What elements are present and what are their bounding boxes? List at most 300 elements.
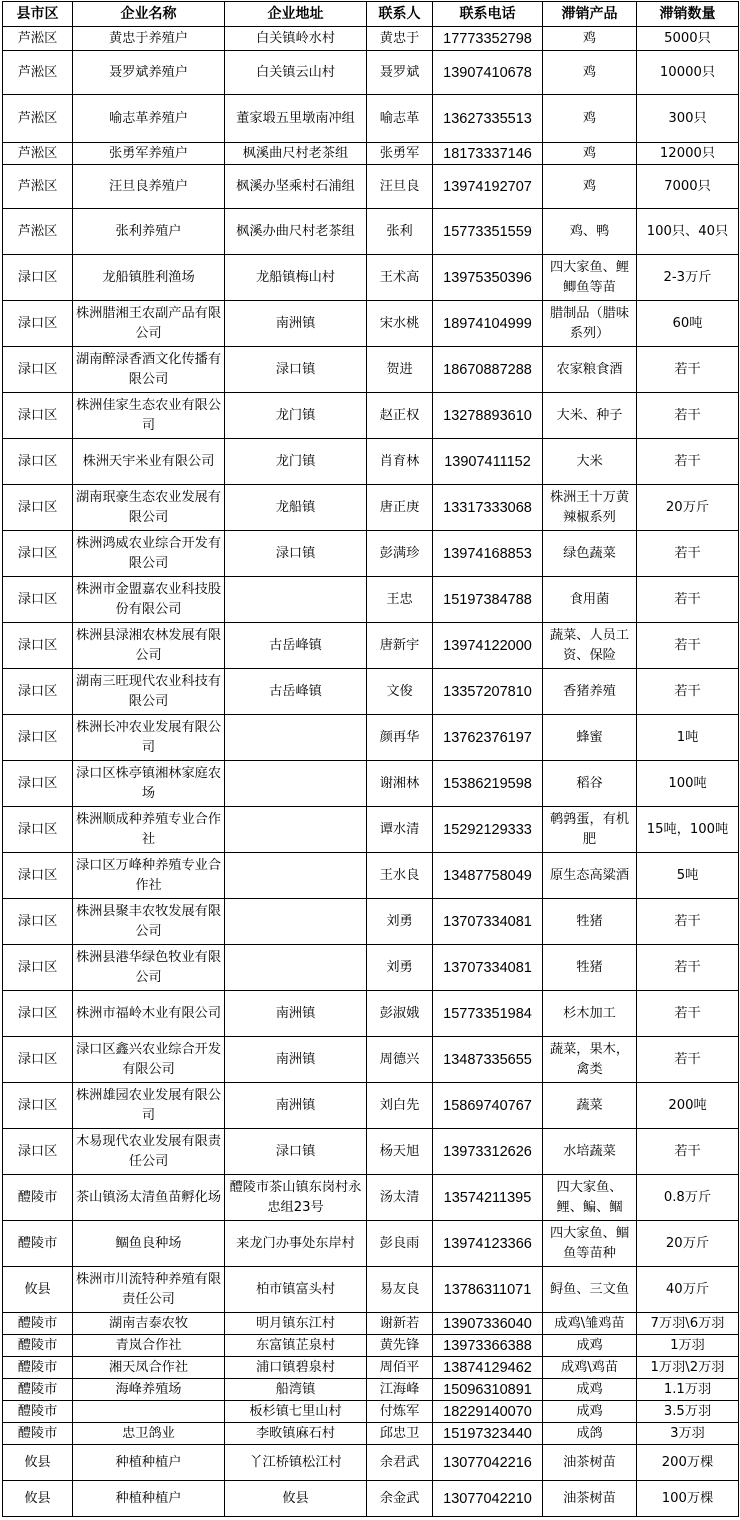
cell-company-address: 醴陵市茶山镇东岗村永忠组23号 bbox=[225, 1175, 367, 1221]
cell-product: 食用菌 bbox=[543, 577, 637, 623]
cell-product: 香猪养殖 bbox=[543, 669, 637, 715]
cell-phone: 13487335655 bbox=[433, 1037, 543, 1083]
cell-county: 渌口区 bbox=[3, 531, 73, 577]
cell-phone: 13907410678 bbox=[433, 51, 543, 95]
cell-product: 杉木加工 bbox=[543, 991, 637, 1037]
cell-company-address: 枫溪办曲尺村老茶组 bbox=[225, 209, 367, 255]
cell-quantity: 若干 bbox=[637, 1129, 739, 1175]
cell-phone: 13487758049 bbox=[433, 853, 543, 899]
cell-county: 醴陵市 bbox=[3, 1357, 73, 1379]
table-row bbox=[3, 439, 739, 485]
header-product: 滞销产品 bbox=[543, 2, 637, 27]
table-row bbox=[3, 761, 739, 807]
cell-quantity: 若干 bbox=[637, 1037, 739, 1083]
cell-company-name: 汪旦良养殖户 bbox=[73, 165, 225, 209]
cell-quantity: 100只、40只 bbox=[637, 209, 739, 255]
cell-phone: 13762376197 bbox=[433, 715, 543, 761]
table-row bbox=[3, 1313, 739, 1335]
cell-phone: 13907336040 bbox=[433, 1313, 543, 1335]
cell-product: 鸡 bbox=[543, 95, 637, 143]
cell-county: 渌口区 bbox=[3, 761, 73, 807]
cell-contact: 汤太清 bbox=[367, 1175, 433, 1221]
table-row bbox=[3, 853, 739, 899]
cell-company-address: 董家塅五里墩南冲组 bbox=[225, 95, 367, 143]
cell-company-address: 来龙门办事处东岸村 bbox=[225, 1221, 367, 1267]
cell-company-address bbox=[225, 945, 367, 991]
cell-company-name: 株洲雄园农业发展有限公司 bbox=[73, 1083, 225, 1129]
cell-company-name: 木易现代农业发展有限责任公司 bbox=[73, 1129, 225, 1175]
cell-county: 醴陵市 bbox=[3, 1175, 73, 1221]
cell-county: 渌口区 bbox=[3, 807, 73, 853]
table-row bbox=[3, 209, 739, 255]
cell-contact: 唐正庚 bbox=[367, 485, 433, 531]
cell-quantity: 100吨 bbox=[637, 761, 739, 807]
header-county: 县市区 bbox=[3, 2, 73, 27]
cell-company-address bbox=[225, 715, 367, 761]
cell-quantity: 若干 bbox=[637, 577, 739, 623]
cell-contact: 余金武 bbox=[367, 1481, 433, 1517]
cell-county: 醴陵市 bbox=[3, 1423, 73, 1445]
cell-company-address: 渌口镇 bbox=[225, 347, 367, 393]
cell-contact: 周德兴 bbox=[367, 1037, 433, 1083]
cell-phone: 13707334081 bbox=[433, 899, 543, 945]
cell-company-name: 渌口区株亭镇湘林家庭农场 bbox=[73, 761, 225, 807]
header-company-name: 企业名称 bbox=[73, 2, 225, 27]
table-row bbox=[3, 1379, 739, 1401]
cell-contact: 聂罗斌 bbox=[367, 51, 433, 95]
cell-contact: 喻志革 bbox=[367, 95, 433, 143]
cell-quantity: 若干 bbox=[637, 393, 739, 439]
cell-company-name: 湖南珉豪生态农业发展有限公司 bbox=[73, 485, 225, 531]
cell-company-name: 张勇军养殖户 bbox=[73, 143, 225, 165]
cell-phone: 13627335513 bbox=[433, 95, 543, 143]
cell-phone: 13786311071 bbox=[433, 1267, 543, 1313]
cell-county: 攸县 bbox=[3, 1267, 73, 1313]
cell-product: 成鸡 bbox=[543, 1379, 637, 1401]
cell-company-name: 湖南三旺现代农业科技有限公司 bbox=[73, 669, 225, 715]
cell-county: 芦淞区 bbox=[3, 95, 73, 143]
cell-company-name: 株洲市金盟嘉农业科技股份有限公司 bbox=[73, 577, 225, 623]
cell-company-name: 渌口区鑫兴农业综合开发有限公司 bbox=[73, 1037, 225, 1083]
cell-contact: 易友良 bbox=[367, 1267, 433, 1313]
table-row bbox=[3, 1221, 739, 1267]
cell-contact: 余君武 bbox=[367, 1445, 433, 1481]
cell-phone: 15773351984 bbox=[433, 991, 543, 1037]
cell-product: 鸡 bbox=[543, 143, 637, 165]
cell-county: 醴陵市 bbox=[3, 1221, 73, 1267]
cell-contact: 刘勇 bbox=[367, 899, 433, 945]
cell-county: 渌口区 bbox=[3, 623, 73, 669]
cell-company-name: 聂罗斌养殖户 bbox=[73, 51, 225, 95]
cell-contact: 谢湘林 bbox=[367, 761, 433, 807]
cell-phone: 13278893610 bbox=[433, 393, 543, 439]
cell-quantity: 若干 bbox=[637, 899, 739, 945]
cell-product: 蜂蜜 bbox=[543, 715, 637, 761]
cell-product: 鲟鱼、三文鱼 bbox=[543, 1267, 637, 1313]
cell-product: 四大家鱼、鲤鲫鱼等苗 bbox=[543, 255, 637, 301]
cell-product: 成鸽 bbox=[543, 1423, 637, 1445]
cell-product: 大米、种子 bbox=[543, 393, 637, 439]
cell-county: 渌口区 bbox=[3, 347, 73, 393]
cell-phone: 18229140070 bbox=[433, 1401, 543, 1423]
cell-county: 芦淞区 bbox=[3, 209, 73, 255]
cell-company-name: 湖南醉渌香酒文化传播有限公司 bbox=[73, 347, 225, 393]
cell-company-address: 南洲镇 bbox=[225, 991, 367, 1037]
cell-quantity: 0.8万斤 bbox=[637, 1175, 739, 1221]
cell-county: 芦淞区 bbox=[3, 143, 73, 165]
cell-product: 腊制品（腊味系列） bbox=[543, 301, 637, 347]
cell-county: 渌口区 bbox=[3, 715, 73, 761]
cell-product: 牲猪 bbox=[543, 899, 637, 945]
cell-company-name: 株洲市川流特种养殖有限责任公司 bbox=[73, 1267, 225, 1313]
cell-product: 鸡 bbox=[543, 165, 637, 209]
cell-contact: 刘勇 bbox=[367, 945, 433, 991]
cell-company-address: 攸县 bbox=[225, 1481, 367, 1517]
cell-county: 渌口区 bbox=[3, 485, 73, 531]
table-row bbox=[3, 669, 739, 715]
cell-county: 醴陵市 bbox=[3, 1335, 73, 1357]
table-row bbox=[3, 807, 739, 853]
cell-contact: 张勇军 bbox=[367, 143, 433, 165]
header-phone: 联系电话 bbox=[433, 2, 543, 27]
cell-company-name: 青岚合作社 bbox=[73, 1335, 225, 1357]
cell-quantity: 20万斤 bbox=[637, 485, 739, 531]
cell-company-name: 茶山镇汤太清鱼苗孵化场 bbox=[73, 1175, 225, 1221]
cell-county: 渌口区 bbox=[3, 1037, 73, 1083]
cell-quantity: 若干 bbox=[637, 439, 739, 485]
table-row bbox=[3, 143, 739, 165]
cell-company-name: 龙船镇胜利渔场 bbox=[73, 255, 225, 301]
cell-company-address: 古岳峰镇 bbox=[225, 623, 367, 669]
cell-product: 株洲王十万黄辣椒系列 bbox=[543, 485, 637, 531]
cell-company-address: 南洲镇 bbox=[225, 1037, 367, 1083]
cell-product: 牲猪 bbox=[543, 945, 637, 991]
cell-company-name: 张利养殖户 bbox=[73, 209, 225, 255]
cell-contact: 黄先锋 bbox=[367, 1335, 433, 1357]
table-row bbox=[3, 715, 739, 761]
cell-quantity: 12000只 bbox=[637, 143, 739, 165]
cell-county: 渌口区 bbox=[3, 1083, 73, 1129]
cell-county: 芦淞区 bbox=[3, 165, 73, 209]
table-row bbox=[3, 945, 739, 991]
cell-contact: 王术高 bbox=[367, 255, 433, 301]
cell-quantity: 3.5万羽 bbox=[637, 1401, 739, 1423]
cell-quantity: 20万斤 bbox=[637, 1221, 739, 1267]
cell-county: 渌口区 bbox=[3, 669, 73, 715]
cell-county: 渌口区 bbox=[3, 301, 73, 347]
table-row bbox=[3, 1481, 739, 1517]
cell-contact: 彭满珍 bbox=[367, 531, 433, 577]
cell-company-name: 株洲市福岭木业有限公司 bbox=[73, 991, 225, 1037]
cell-county: 渌口区 bbox=[3, 577, 73, 623]
cell-quantity: 5吨 bbox=[637, 853, 739, 899]
cell-contact: 江海峰 bbox=[367, 1379, 433, 1401]
cell-product: 鸡 bbox=[543, 27, 637, 51]
cell-product: 蔬菜，果木，禽类 bbox=[543, 1037, 637, 1083]
cell-phone: 13974122000 bbox=[433, 623, 543, 669]
cell-company-address: 古岳峰镇 bbox=[225, 669, 367, 715]
cell-contact: 黄忠于 bbox=[367, 27, 433, 51]
table-row bbox=[3, 899, 739, 945]
table-row bbox=[3, 301, 739, 347]
cell-county: 醴陵市 bbox=[3, 1313, 73, 1335]
cell-company-address: 枫溪办坚乘村石浦组 bbox=[225, 165, 367, 209]
cell-phone: 15292129333 bbox=[433, 807, 543, 853]
cell-quantity: 40万斤 bbox=[637, 1267, 739, 1313]
cell-quantity: 若干 bbox=[637, 945, 739, 991]
cell-company-name: 黄忠于养殖户 bbox=[73, 27, 225, 51]
cell-company-name: 株洲长冲农业发展有限公司 bbox=[73, 715, 225, 761]
cell-company-address: 枫溪曲尺村老茶组 bbox=[225, 143, 367, 165]
cell-phone: 15096310891 bbox=[433, 1379, 543, 1401]
cell-phone: 13077042210 bbox=[433, 1481, 543, 1517]
cell-phone: 13975350396 bbox=[433, 255, 543, 301]
table-row bbox=[3, 623, 739, 669]
cell-quantity: 若干 bbox=[637, 991, 739, 1037]
cell-county: 渌口区 bbox=[3, 393, 73, 439]
cell-phone: 15386219598 bbox=[433, 761, 543, 807]
cell-contact: 付炼军 bbox=[367, 1401, 433, 1423]
cell-product: 鸡 bbox=[543, 51, 637, 95]
header-row bbox=[3, 2, 739, 27]
cell-company-address: 东富镇芷泉村 bbox=[225, 1335, 367, 1357]
cell-quantity: 2-3万斤 bbox=[637, 255, 739, 301]
cell-company-address: 南洲镇 bbox=[225, 1083, 367, 1129]
table-row bbox=[3, 1267, 739, 1313]
cell-company-address: 船湾镇 bbox=[225, 1379, 367, 1401]
cell-county: 渌口区 bbox=[3, 439, 73, 485]
cell-quantity: 1万羽 bbox=[637, 1335, 739, 1357]
cell-product: 稻谷 bbox=[543, 761, 637, 807]
cell-product: 绿色蔬菜 bbox=[543, 531, 637, 577]
cell-quantity: 200吨 bbox=[637, 1083, 739, 1129]
cell-company-name: 湖南吉泰农牧 bbox=[73, 1313, 225, 1335]
cell-phone: 13707334081 bbox=[433, 945, 543, 991]
cell-contact: 张利 bbox=[367, 209, 433, 255]
cell-quantity: 10000只 bbox=[637, 51, 739, 95]
cell-quantity: 7000只 bbox=[637, 165, 739, 209]
table-row bbox=[3, 485, 739, 531]
cell-county: 醴陵市 bbox=[3, 1379, 73, 1401]
cell-county: 渌口区 bbox=[3, 255, 73, 301]
table-row bbox=[3, 51, 739, 95]
table-row bbox=[3, 27, 739, 51]
cell-product: 原生态高粱酒 bbox=[543, 853, 637, 899]
cell-company-name: 株洲鸿威农业综合开发有限公司 bbox=[73, 531, 225, 577]
cell-product: 成鸡 bbox=[543, 1335, 637, 1357]
cell-phone: 13974192707 bbox=[433, 165, 543, 209]
cell-contact: 谭水清 bbox=[367, 807, 433, 853]
cell-company-address: 柏市镇富头村 bbox=[225, 1267, 367, 1313]
cell-company-address bbox=[225, 761, 367, 807]
cell-county: 渌口区 bbox=[3, 899, 73, 945]
cell-product: 成鸡\雏鸡苗 bbox=[543, 1313, 637, 1335]
cell-product: 油茶树苗 bbox=[543, 1481, 637, 1517]
cell-quantity: 7万羽\6万羽 bbox=[637, 1313, 739, 1335]
cell-product: 四大家鱼、鲴鱼等苗种 bbox=[543, 1221, 637, 1267]
cell-quantity: 3万羽 bbox=[637, 1423, 739, 1445]
cell-contact: 唐新宇 bbox=[367, 623, 433, 669]
cell-product: 蔬菜 bbox=[543, 1083, 637, 1129]
cell-phone: 15773351559 bbox=[433, 209, 543, 255]
cell-quantity: 60吨 bbox=[637, 301, 739, 347]
table-row bbox=[3, 1175, 739, 1221]
cell-company-address: 李畋镇麻石村 bbox=[225, 1423, 367, 1445]
table-body bbox=[3, 27, 739, 1517]
cell-product: 蔬菜、人员工资、保险 bbox=[543, 623, 637, 669]
cell-company-address: 龙船镇梅山村 bbox=[225, 255, 367, 301]
cell-phone: 15197384788 bbox=[433, 577, 543, 623]
table-row bbox=[3, 1357, 739, 1379]
cell-company-name: 株洲佳家生态农业有限公司 bbox=[73, 393, 225, 439]
cell-product: 农家粮食酒 bbox=[543, 347, 637, 393]
cell-product: 大米 bbox=[543, 439, 637, 485]
cell-quantity: 若干 bbox=[637, 347, 739, 393]
cell-county: 渌口区 bbox=[3, 991, 73, 1037]
table-row bbox=[3, 1083, 739, 1129]
cell-product: 鹌鹑蛋，有机肥 bbox=[543, 807, 637, 853]
cell-company-address: 龙门镇 bbox=[225, 393, 367, 439]
cell-contact: 王忠 bbox=[367, 577, 433, 623]
cell-contact: 谢新若 bbox=[367, 1313, 433, 1335]
cell-company-name: 渌口区万峰种养殖专业合作社 bbox=[73, 853, 225, 899]
cell-company-address: 白关镇云山村 bbox=[225, 51, 367, 95]
header-contact: 联系人 bbox=[367, 2, 433, 27]
table-row bbox=[3, 577, 739, 623]
cell-contact: 邱忠卫 bbox=[367, 1423, 433, 1445]
table-row bbox=[3, 1335, 739, 1357]
cell-company-address: 白关镇岭水村 bbox=[225, 27, 367, 51]
cell-phone: 18974104999 bbox=[433, 301, 543, 347]
table-row bbox=[3, 95, 739, 143]
table-row bbox=[3, 1423, 739, 1445]
cell-contact: 贺进 bbox=[367, 347, 433, 393]
cell-phone: 15197323440 bbox=[433, 1423, 543, 1445]
table-row bbox=[3, 165, 739, 209]
cell-product: 成鸡 bbox=[543, 1401, 637, 1423]
cell-contact: 肖育林 bbox=[367, 439, 433, 485]
cell-contact: 王水良 bbox=[367, 853, 433, 899]
cell-phone: 13574211395 bbox=[433, 1175, 543, 1221]
cell-quantity: 100万棵 bbox=[637, 1481, 739, 1517]
table-row bbox=[3, 393, 739, 439]
cell-phone: 18670887288 bbox=[433, 347, 543, 393]
table-row bbox=[3, 1129, 739, 1175]
cell-company-address: 渌口镇 bbox=[225, 531, 367, 577]
cell-quantity: 15吨，100吨 bbox=[637, 807, 739, 853]
cell-contact: 彭良雨 bbox=[367, 1221, 433, 1267]
table-row bbox=[3, 255, 739, 301]
cell-company-name: 喻志革养殖户 bbox=[73, 95, 225, 143]
cell-county: 渌口区 bbox=[3, 945, 73, 991]
cell-company-address bbox=[225, 577, 367, 623]
cell-quantity: 1吨 bbox=[637, 715, 739, 761]
cell-company-name: 株洲天宇米业有限公司 bbox=[73, 439, 225, 485]
table-row bbox=[3, 1445, 739, 1481]
stock-table bbox=[2, 1, 739, 1517]
cell-company-address: 丫江桥镇松江村 bbox=[225, 1445, 367, 1481]
table-row bbox=[3, 1401, 739, 1423]
cell-product: 油茶树苗 bbox=[543, 1445, 637, 1481]
cell-product: 鸡、鸭 bbox=[543, 209, 637, 255]
cell-phone: 17773352798 bbox=[433, 27, 543, 51]
cell-company-name: 种植种植户 bbox=[73, 1481, 225, 1517]
cell-county: 芦淞区 bbox=[3, 27, 73, 51]
header-company-address: 企业地址 bbox=[225, 2, 367, 27]
cell-quantity: 200万棵 bbox=[637, 1445, 739, 1481]
cell-contact: 杨天旭 bbox=[367, 1129, 433, 1175]
cell-phone: 13317333068 bbox=[433, 485, 543, 531]
cell-company-name: 株洲腊湘王农副产品有限公司 bbox=[73, 301, 225, 347]
cell-phone: 13874129462 bbox=[433, 1357, 543, 1379]
cell-county: 芦淞区 bbox=[3, 51, 73, 95]
cell-phone: 13077042216 bbox=[433, 1445, 543, 1481]
cell-company-address: 南洲镇 bbox=[225, 301, 367, 347]
cell-company-address bbox=[225, 807, 367, 853]
cell-company-address bbox=[225, 899, 367, 945]
cell-contact: 赵正权 bbox=[367, 393, 433, 439]
table-row bbox=[3, 347, 739, 393]
cell-phone: 13974168853 bbox=[433, 531, 543, 577]
cell-company-address: 浦口镇碧泉村 bbox=[225, 1357, 367, 1379]
cell-company-name bbox=[73, 1401, 225, 1423]
cell-company-name: 湘天凤合作社 bbox=[73, 1357, 225, 1379]
cell-company-address: 明月镇东江村 bbox=[225, 1313, 367, 1335]
cell-company-address bbox=[225, 853, 367, 899]
cell-company-name: 株洲县港华绿色牧业有限公司 bbox=[73, 945, 225, 991]
cell-phone: 13357207810 bbox=[433, 669, 543, 715]
cell-phone: 13973312626 bbox=[433, 1129, 543, 1175]
cell-company-address: 渌口镇 bbox=[225, 1129, 367, 1175]
cell-company-name: 株洲县聚丰农牧发展有限公司 bbox=[73, 899, 225, 945]
cell-contact: 刘白先 bbox=[367, 1083, 433, 1129]
cell-phone: 18173337146 bbox=[433, 143, 543, 165]
cell-company-address: 板杉镇七里山村 bbox=[225, 1401, 367, 1423]
cell-contact: 彭淑娥 bbox=[367, 991, 433, 1037]
cell-quantity: 1.1万羽 bbox=[637, 1379, 739, 1401]
cell-quantity: 若干 bbox=[637, 669, 739, 715]
cell-company-name: 海峰养殖场 bbox=[73, 1379, 225, 1401]
cell-phone: 13907411152 bbox=[433, 439, 543, 485]
cell-product: 成鸡\鸡苗 bbox=[543, 1357, 637, 1379]
table-row bbox=[3, 1037, 739, 1083]
cell-phone: 13973366388 bbox=[433, 1335, 543, 1357]
header-quantity: 滞销数量 bbox=[637, 2, 739, 27]
cell-company-name: 种植种植户 bbox=[73, 1445, 225, 1481]
cell-county: 醴陵市 bbox=[3, 1401, 73, 1423]
cell-county: 攸县 bbox=[3, 1445, 73, 1481]
cell-product: 水培蔬菜 bbox=[543, 1129, 637, 1175]
cell-quantity: 若干 bbox=[637, 623, 739, 669]
cell-phone: 13974123366 bbox=[433, 1221, 543, 1267]
cell-company-address: 龙门镇 bbox=[225, 439, 367, 485]
cell-quantity: 若干 bbox=[637, 531, 739, 577]
cell-quantity: 300只 bbox=[637, 95, 739, 143]
cell-company-address: 龙船镇 bbox=[225, 485, 367, 531]
cell-phone: 15869740767 bbox=[433, 1083, 543, 1129]
cell-product: 四大家鱼、鲤、鳊、鲴 bbox=[543, 1175, 637, 1221]
cell-county: 渌口区 bbox=[3, 1129, 73, 1175]
table-row bbox=[3, 531, 739, 577]
table-row bbox=[3, 991, 739, 1037]
cell-contact: 颜再华 bbox=[367, 715, 433, 761]
cell-contact: 汪旦良 bbox=[367, 165, 433, 209]
cell-company-name: 株洲县渌湘农林发展有限公司 bbox=[73, 623, 225, 669]
cell-contact: 宋水桃 bbox=[367, 301, 433, 347]
cell-county: 攸县 bbox=[3, 1481, 73, 1517]
cell-quantity: 5000只 bbox=[637, 27, 739, 51]
cell-county: 渌口区 bbox=[3, 853, 73, 899]
